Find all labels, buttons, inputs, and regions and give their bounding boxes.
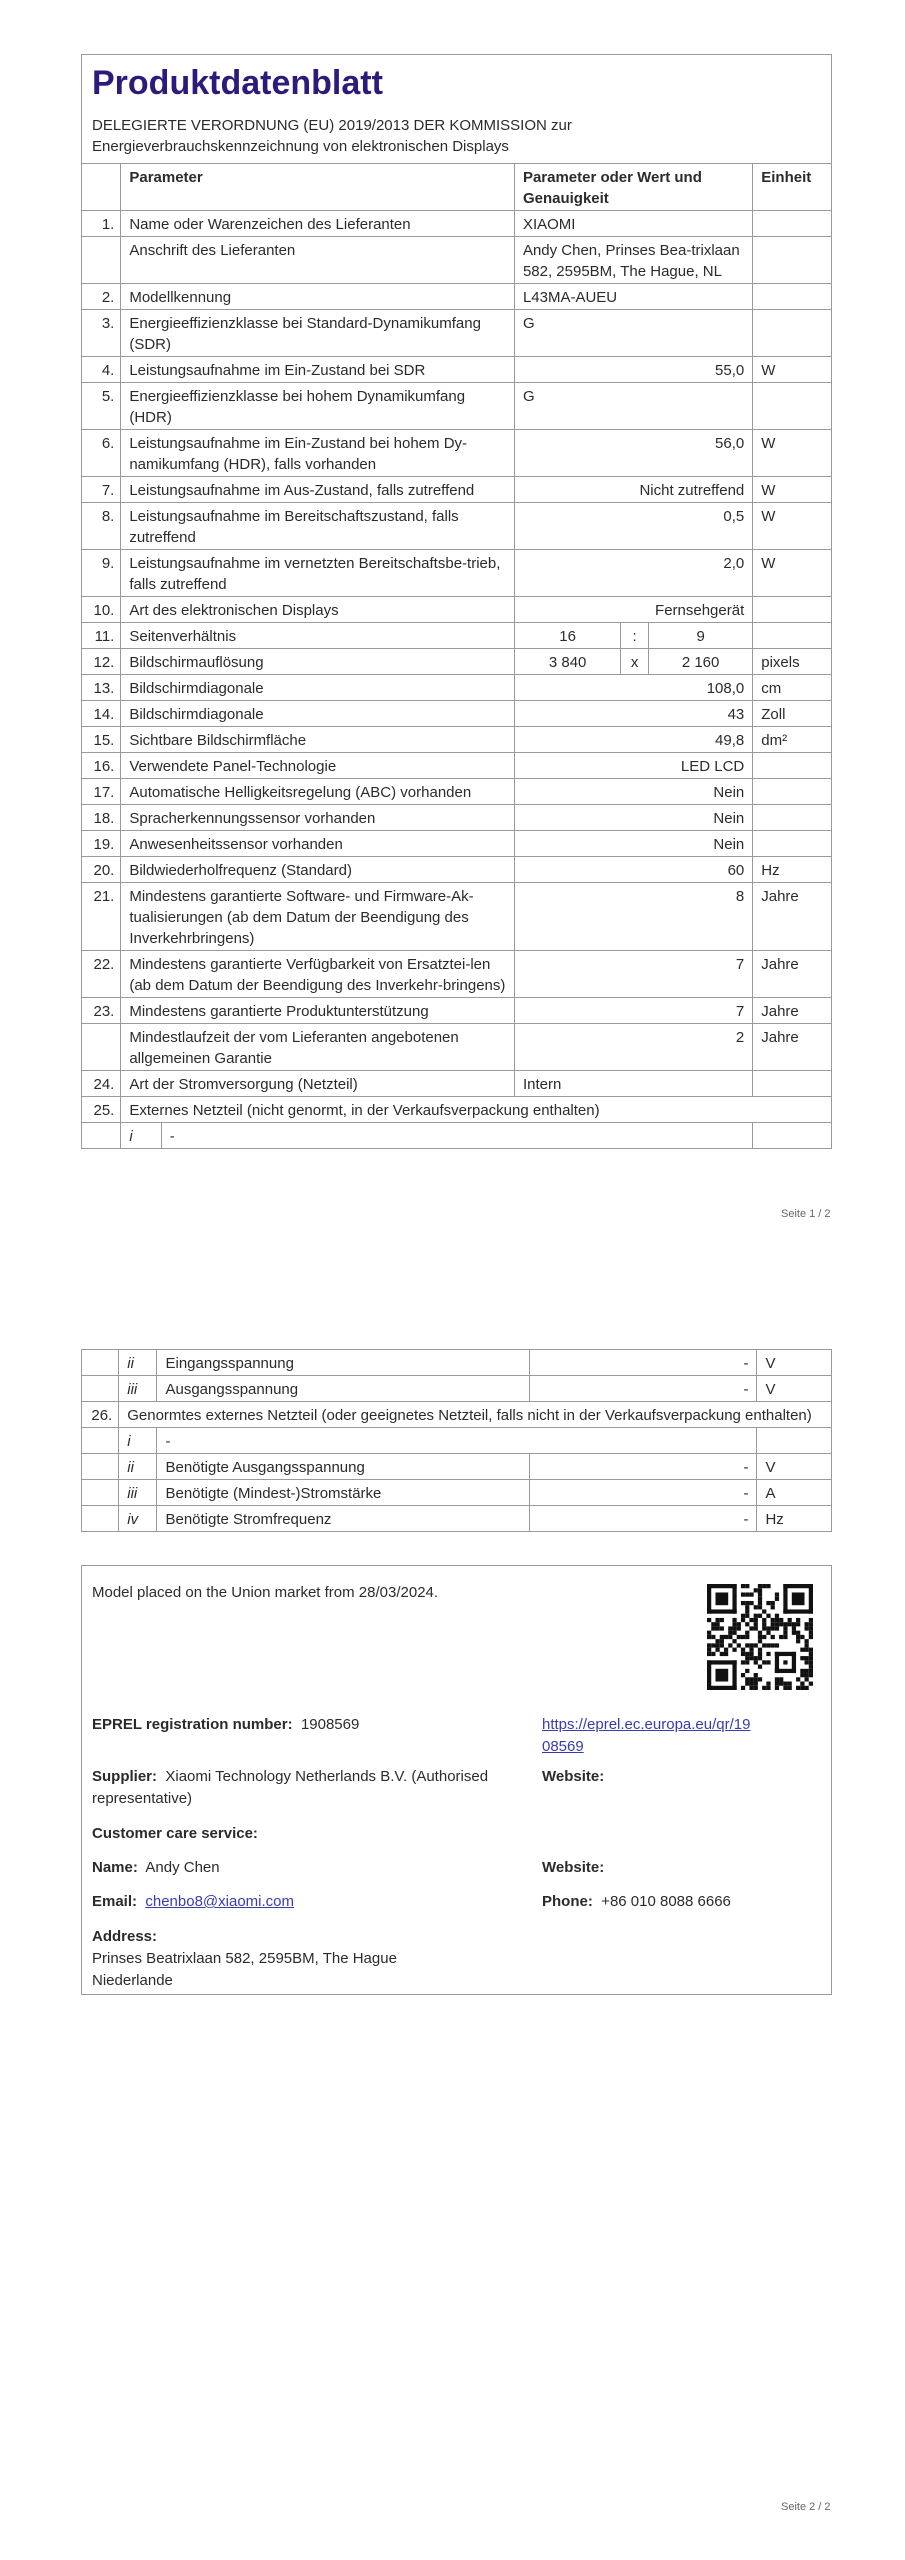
row-unit <box>753 831 832 857</box>
table-row <box>82 503 832 550</box>
row-parameter: - <box>161 1123 752 1149</box>
row-parameter: Bildschirmdiagonale <box>121 701 515 727</box>
regulation-subtitle <box>92 115 821 157</box>
row-number: 14. <box>82 701 121 727</box>
row-parameter: Ausgangsspannung <box>157 1376 529 1402</box>
row-unit: V <box>757 1376 832 1402</box>
row-parameter: Leistungsaufnahme im Aus-Zustand, falls zutreffend <box>121 477 515 503</box>
row-unit: Jahre <box>753 1024 832 1071</box>
table-row <box>82 477 832 503</box>
row-parameter: Energieeffizienzklasse bei hohem Dynamikumfang (HDR) <box>121 383 515 430</box>
table-row <box>82 701 832 727</box>
eprel-registration <box>92 1714 359 1736</box>
eprel-label: EPREL registration number: <box>92 1716 293 1733</box>
row-value: - <box>529 1480 757 1506</box>
row-number: 16. <box>82 753 121 779</box>
row-parameter: Mindestlaufzeit der vom Lieferanten angebotenen allgemeinen Garantie <box>121 1024 515 1071</box>
row-number: 7. <box>82 477 121 503</box>
datasheet-header <box>81 54 832 163</box>
table-row <box>82 237 832 284</box>
table-row <box>82 753 832 779</box>
row-subindex: ii <box>119 1454 157 1480</box>
row-subindex: i <box>119 1428 157 1454</box>
website-label: Website: <box>542 1859 605 1876</box>
row-value: 56,0 <box>514 430 752 477</box>
row-unit <box>753 805 832 831</box>
row-value: 49,8 <box>514 727 752 753</box>
row-value: 43 <box>514 701 752 727</box>
row-number <box>82 237 121 284</box>
row-unit <box>753 753 832 779</box>
table-row <box>82 1123 832 1149</box>
row-number <box>82 1428 119 1454</box>
table-row <box>82 1428 832 1454</box>
row-parameter: Bildschirmauflösung <box>121 649 515 675</box>
row-unit <box>753 597 832 623</box>
row-unit: A <box>757 1480 832 1506</box>
row-parameter: Benötigte Ausgangsspannung <box>157 1454 529 1480</box>
row-parameter: Leistungsaufnahme im Ein-Zustand bei SDR <box>121 357 515 383</box>
row-unit: Jahre <box>753 951 832 998</box>
row-unit <box>753 284 832 310</box>
row-separator: : <box>621 623 649 649</box>
row-value: G <box>514 383 752 430</box>
row-number: 5. <box>82 383 121 430</box>
table-row <box>82 284 832 310</box>
row-parameter: Sichtbare Bildschirmfläche <box>121 727 515 753</box>
row-value: L43MA-AUEU <box>514 284 752 310</box>
row-value: 2 <box>514 1024 752 1071</box>
row-parameter: Name oder Warenzeichen des Lieferanten <box>121 211 515 237</box>
table-row <box>82 857 832 883</box>
row-value: Nein <box>514 831 752 857</box>
row-number: 3. <box>82 310 121 357</box>
eprel-info-box <box>81 1565 832 1995</box>
row-unit: Jahre <box>753 998 832 1024</box>
table-row <box>82 211 832 237</box>
subtitle-line: DELEGIERTE VERORDNUNG (EU) 2019/2013 DER KOMMISSION zur <box>92 117 572 134</box>
row-number: 25. <box>82 1097 121 1123</box>
contact-phone <box>542 1891 731 1913</box>
supplier-info <box>92 1766 542 1810</box>
name-label: Name: <box>92 1859 138 1876</box>
table-row <box>82 1480 832 1506</box>
row-value: 2,0 <box>514 550 752 597</box>
row-number <box>82 1506 119 1532</box>
row-number: 1. <box>82 211 121 237</box>
datasheet-page-1 <box>81 54 832 1149</box>
row-number: 13. <box>82 675 121 701</box>
row-value: 108,0 <box>514 675 752 701</box>
phone-value: +86 010 8088 6666 <box>601 1893 731 1910</box>
row-number <box>82 1454 119 1480</box>
row-unit <box>753 237 832 284</box>
table-row <box>82 1071 832 1097</box>
row-value-a: 16 <box>514 623 620 649</box>
supplier-value: representative) <box>92 1790 193 1807</box>
row-value: 7 <box>514 951 752 998</box>
row-number: 19. <box>82 831 121 857</box>
row-value: - <box>529 1454 757 1480</box>
row-number <box>82 1376 119 1402</box>
row-value: G <box>514 310 752 357</box>
row-value: Nein <box>514 779 752 805</box>
row-value: 0,5 <box>514 503 752 550</box>
row-number <box>82 1350 119 1376</box>
row-number: 2. <box>82 284 121 310</box>
row-value: Nicht zutreffend <box>514 477 752 503</box>
table-row <box>82 805 832 831</box>
row-unit: cm <box>753 675 832 701</box>
row-value: Nein <box>514 805 752 831</box>
row-subindex: iii <box>119 1480 157 1506</box>
row-parameter: Spracherkennungssensor vorhanden <box>121 805 515 831</box>
row-parameter: Automatische Helligkeitsregelung (ABC) vorhanden <box>121 779 515 805</box>
row-number: 26. <box>82 1402 119 1428</box>
row-parameter: Benötigte (Mindest-)Stromstärke <box>157 1480 529 1506</box>
eprel-link[interactable] <box>542 1714 750 1758</box>
row-value: 8 <box>514 883 752 951</box>
row-subindex: iv <box>119 1506 157 1532</box>
row-number: 18. <box>82 805 121 831</box>
table-row <box>82 1506 832 1532</box>
table-row <box>82 675 832 701</box>
page-number: Seite 2 / 2 <box>781 2501 831 2513</box>
row-value: 60 <box>514 857 752 883</box>
row-number: 17. <box>82 779 121 805</box>
qr-code[interactable] <box>707 1584 813 1690</box>
row-value: 7 <box>514 998 752 1024</box>
header-value: Parameter oder Wert und Genauigkeit <box>514 164 752 211</box>
row-unit <box>753 623 832 649</box>
table-row <box>82 951 832 998</box>
contact-email <box>92 1891 294 1913</box>
row-unit <box>753 211 832 237</box>
row-number: 10. <box>82 597 121 623</box>
row-parameter: Bildwiederholfrequenz (Standard) <box>121 857 515 883</box>
row-unit <box>753 310 832 357</box>
row-parameter: Genormtes externes Netzteil (oder geeignetes Netzteil, falls nicht in der Verkaufsverpackung enthalten) <box>119 1402 832 1428</box>
eprel-link-line[interactable]: https://eprel.ec.europa.eu/qr/19 08569 <box>542 1716 751 1755</box>
row-parameter: Anwesenheitssensor vorhanden <box>121 831 515 857</box>
row-number: 4. <box>82 357 121 383</box>
row-unit: Zoll <box>753 701 832 727</box>
row-parameter: Seitenverhältnis <box>121 623 515 649</box>
table-row <box>82 779 832 805</box>
row-value: - <box>529 1376 757 1402</box>
row-number <box>82 1480 119 1506</box>
row-parameter: Modellkennung <box>121 284 515 310</box>
row-unit: V <box>757 1350 832 1376</box>
table-row <box>82 310 832 357</box>
row-unit: W <box>753 430 832 477</box>
address-label: Address: <box>92 1928 158 1945</box>
row-unit <box>753 1071 832 1097</box>
row-value-a: 3 840 <box>514 649 620 675</box>
market-date-text: Model placed on the Union market from 28/03/2024. <box>92 1584 439 1601</box>
table-row <box>82 1097 832 1123</box>
header-param: Parameter <box>121 164 515 211</box>
contact-name <box>92 1857 220 1879</box>
row-unit: W <box>753 357 832 383</box>
datasheet-page-2 <box>81 1349 832 1532</box>
row-number: 6. <box>82 430 121 477</box>
row-number: 20. <box>82 857 121 883</box>
row-number: 9. <box>82 550 121 597</box>
row-separator: x <box>621 649 649 675</box>
row-parameter: Art des elektronischen Displays <box>121 597 515 623</box>
row-parameter: Leistungsaufnahme im vernetzten Bereitschaftsbe-trieb, falls zutreffend <box>121 550 515 597</box>
phone-label: Phone: <box>542 1893 593 1910</box>
row-parameter: Leistungsaufnahme im Ein-Zustand bei hohem Dy-namikumfang (HDR), falls vorhanden <box>121 430 515 477</box>
table-row <box>82 727 832 753</box>
row-parameter: Leistungsaufnahme im Bereitschaftszustand, falls zutreffend <box>121 503 515 550</box>
row-parameter: Bildschirmdiagonale <box>121 675 515 701</box>
row-subindex: ii <box>119 1350 157 1376</box>
row-unit: W <box>753 477 832 503</box>
contact-address <box>92 1926 397 1992</box>
website-label: Website: <box>542 1768 605 1785</box>
row-unit: pixels <box>753 649 832 675</box>
row-parameter: Art der Stromversorgung (Netzteil) <box>121 1071 515 1097</box>
row-parameter: Mindestens garantierte Verfügbarkeit von Ersatztei-len (ab dem Datum der Beendigung des Inverkehr-bringens) <box>121 951 515 998</box>
row-parameter: Anschrift des Lieferanten <box>121 237 515 284</box>
subtitle-line: Energieverbrauchskennzeichnung von elektronischen Displays <box>92 138 509 155</box>
row-number: 8. <box>82 503 121 550</box>
row-subindex: iii <box>119 1376 157 1402</box>
row-unit: Jahre <box>753 883 832 951</box>
row-number: 24. <box>82 1071 121 1097</box>
row-unit <box>753 779 832 805</box>
row-number <box>82 1024 121 1071</box>
table-row <box>82 831 832 857</box>
row-parameter: Energieeffizienzklasse bei Standard-Dynamikumfang (SDR) <box>121 310 515 357</box>
row-unit: Hz <box>757 1506 832 1532</box>
table-row <box>82 1402 832 1428</box>
row-value: Intern <box>514 1071 752 1097</box>
row-parameter: Verwendete Panel-Technologie <box>121 753 515 779</box>
row-unit: V <box>757 1454 832 1480</box>
row-value: Fernsehgerät <box>514 597 752 623</box>
row-value: - <box>529 1506 757 1532</box>
parameter-table <box>81 163 832 1149</box>
row-number: 15. <box>82 727 121 753</box>
row-unit: W <box>753 550 832 597</box>
page-number: Seite 1 / 2 <box>781 1208 831 1220</box>
table-row <box>82 597 832 623</box>
row-value: LED LCD <box>514 753 752 779</box>
page-title: Produktdatenblatt <box>92 64 383 102</box>
row-number: 11. <box>82 623 121 649</box>
eprel-number: 1908569 <box>300 1716 360 1733</box>
row-parameter: Mindestens garantierte Software- und Firmware-Ak-tualisierungen (ab dem Datum der Beendigung des Inverkehrbringens) <box>121 883 515 951</box>
customer-care-label: Customer care service: <box>92 1825 258 1842</box>
row-unit: Hz <box>753 857 832 883</box>
supplier-value: Xiaomi Technology Netherlands B.V. (Authorised <box>165 1768 489 1785</box>
table-row <box>82 357 832 383</box>
row-value: - <box>529 1350 757 1376</box>
row-number: 21. <box>82 883 121 951</box>
row-number <box>82 1123 121 1149</box>
header-unit: Einheit <box>753 164 832 211</box>
row-number: 23. <box>82 998 121 1024</box>
supplier-label: Supplier: <box>92 1768 158 1785</box>
row-parameter: Mindestens garantierte Produktunterstützung <box>121 998 515 1024</box>
row-unit <box>757 1428 832 1454</box>
table-row <box>82 430 832 477</box>
parameter-table-continued <box>81 1349 832 1532</box>
row-value-b: 9 <box>648 623 752 649</box>
header-cell <box>82 164 121 211</box>
table-row <box>82 623 832 649</box>
row-value: 55,0 <box>514 357 752 383</box>
table-row <box>82 1376 832 1402</box>
email-label: Email: <box>92 1893 138 1910</box>
row-parameter: Externes Netzteil (nicht genormt, in der Verkaufsverpackung enthalten) <box>121 1097 832 1123</box>
row-unit <box>753 1123 832 1149</box>
table-row <box>82 998 832 1024</box>
table-row <box>82 1024 832 1071</box>
name-value: Andy Chen <box>145 1859 220 1876</box>
row-value-b: 2 160 <box>648 649 752 675</box>
table-row <box>82 883 832 951</box>
table-header-row <box>82 164 832 211</box>
row-unit <box>753 383 832 430</box>
row-number: 22. <box>82 951 121 998</box>
email-link[interactable]: chenbo8@xiaomi.com <box>145 1893 294 1910</box>
table-row <box>82 1350 832 1376</box>
row-parameter: Eingangsspannung <box>157 1350 529 1376</box>
address-line: Niederlande <box>92 1972 173 1989</box>
row-parameter: - <box>157 1428 757 1454</box>
row-parameter: Benötigte Stromfrequenz <box>157 1506 529 1532</box>
row-value: XIAOMI <box>514 211 752 237</box>
row-unit: W <box>753 503 832 550</box>
row-number: 12. <box>82 649 121 675</box>
row-subindex: i <box>121 1123 161 1149</box>
row-value: Andy Chen, Prinses Bea-trixlaan 582, 2595BM, The Hague, NL <box>514 237 752 284</box>
table-row <box>82 550 832 597</box>
address-line: Prinses Beatrixlaan 582, 2595BM, The Hague <box>92 1950 397 1967</box>
table-row <box>82 383 832 430</box>
table-row <box>82 649 832 675</box>
table-row <box>82 1454 832 1480</box>
row-unit: dm² <box>753 727 832 753</box>
